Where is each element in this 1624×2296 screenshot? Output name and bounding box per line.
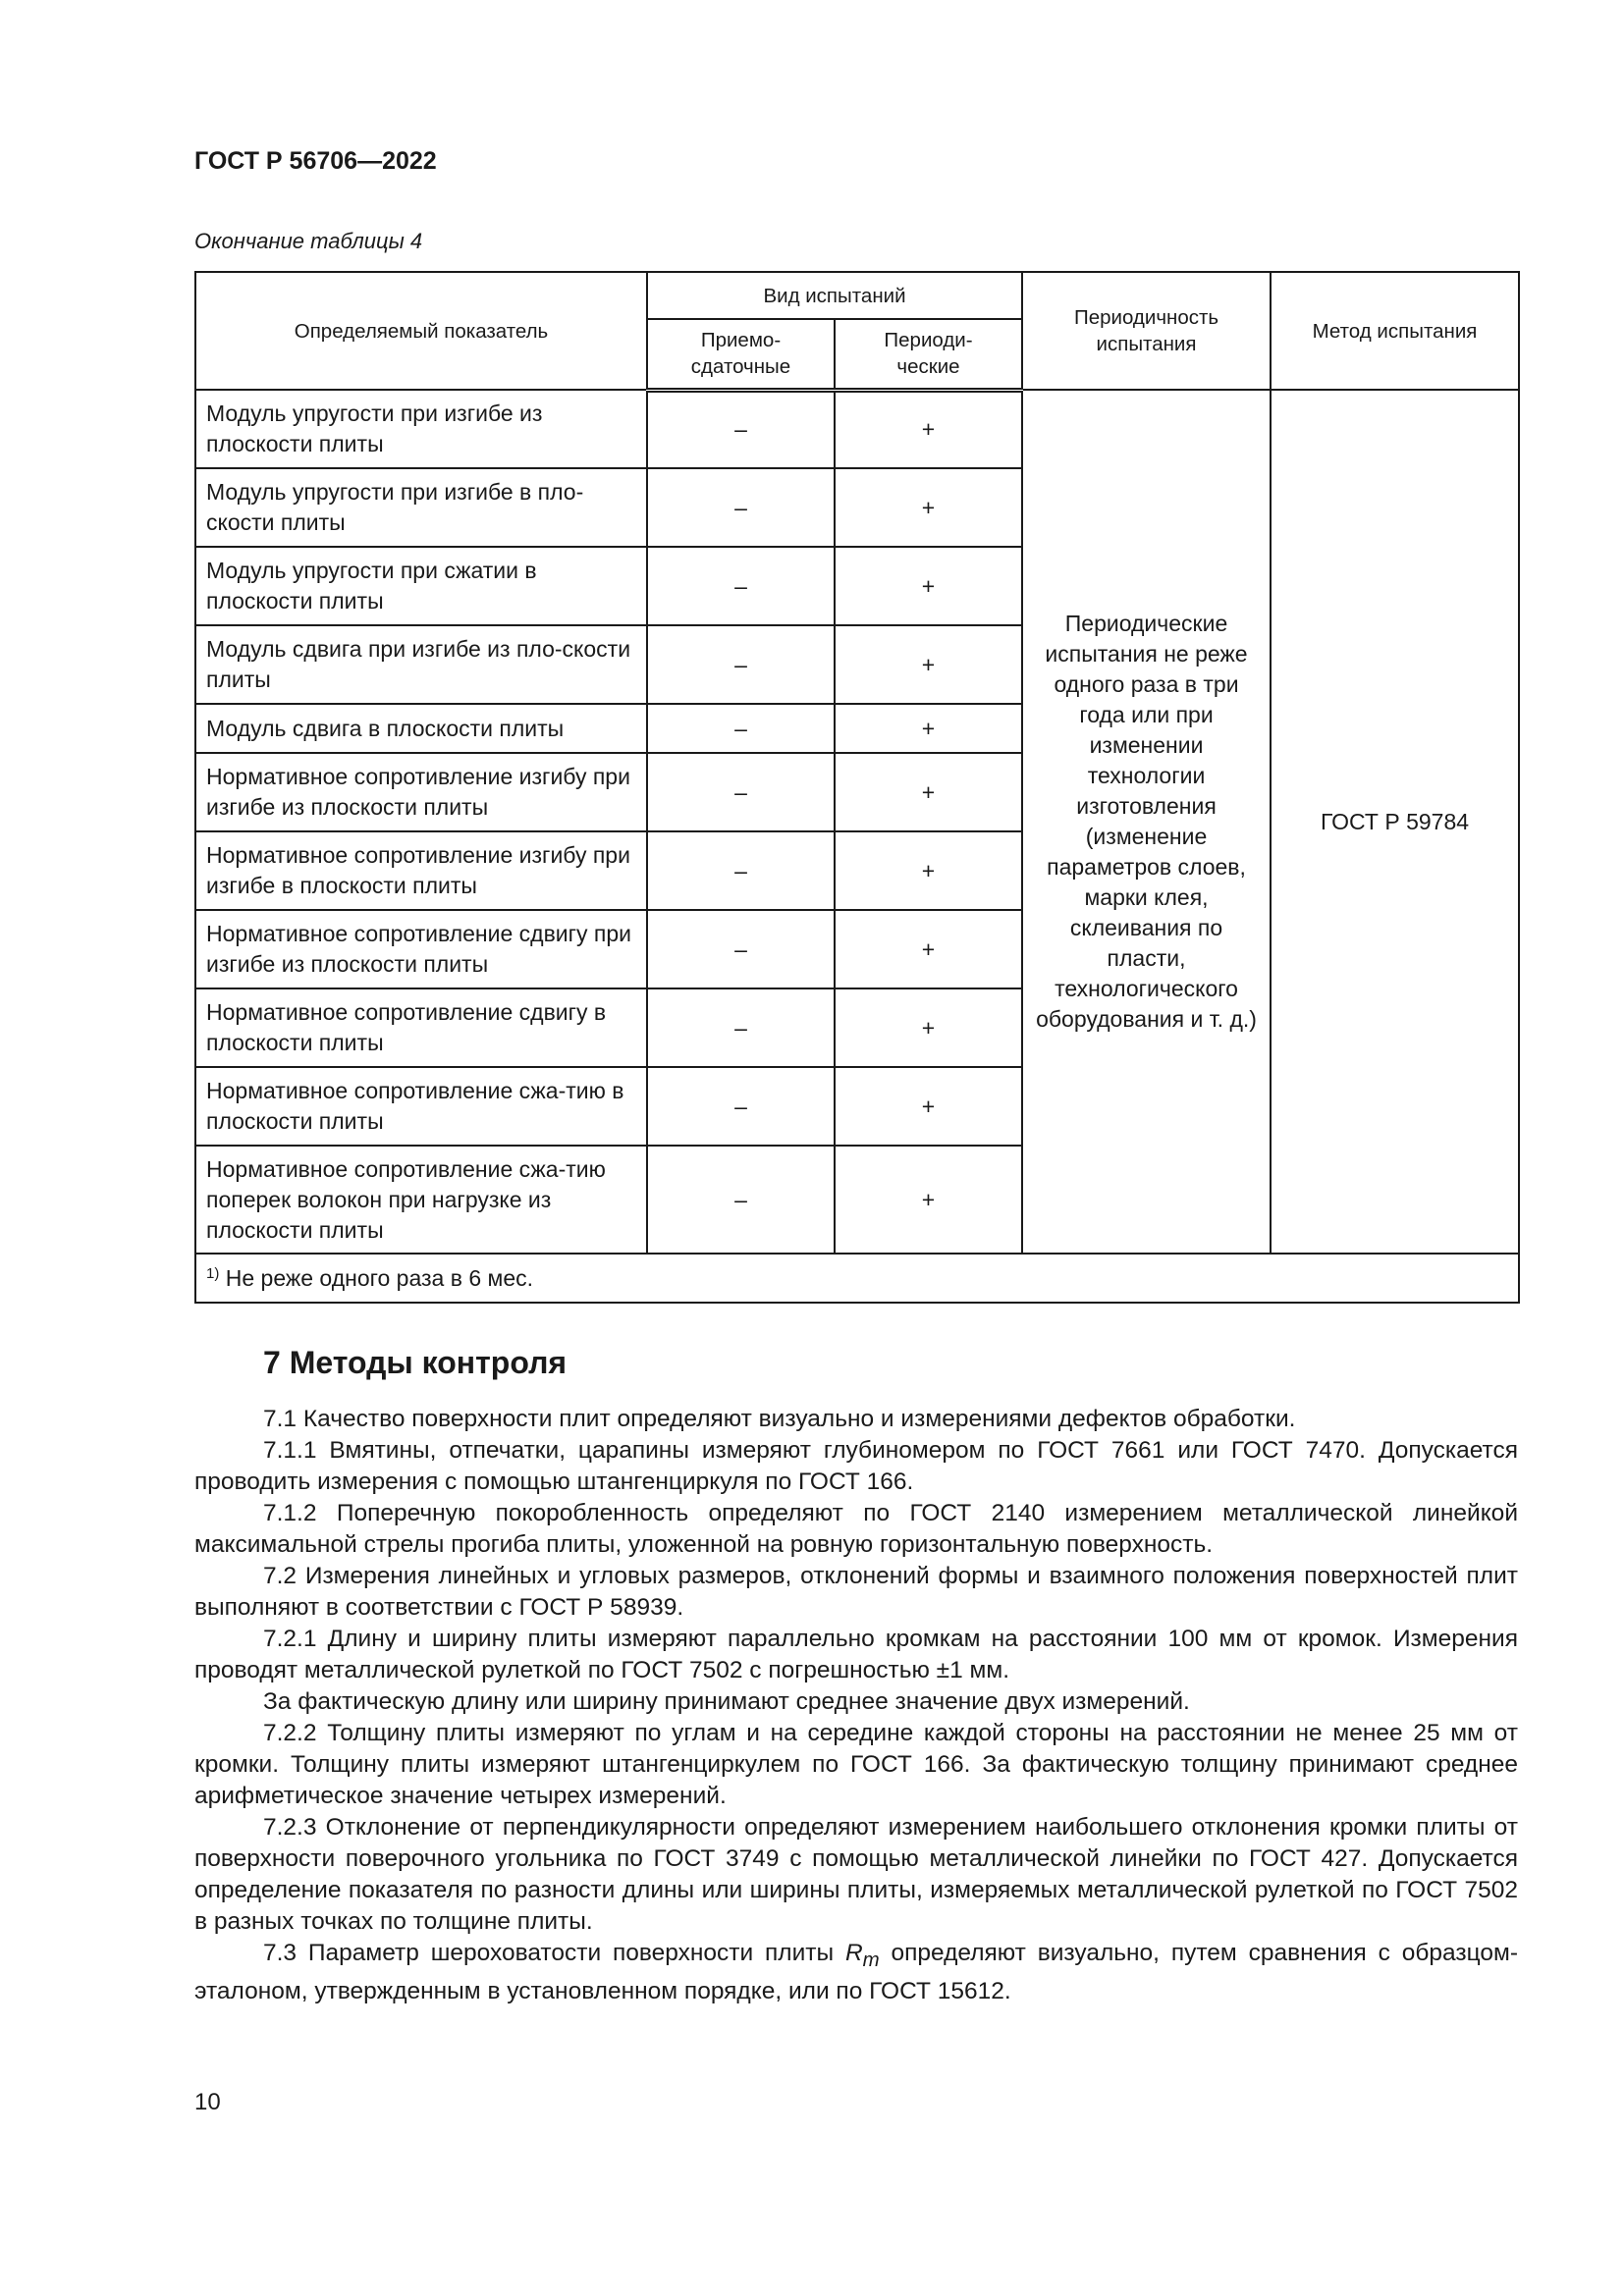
row-acceptance: –	[647, 831, 835, 910]
row-acceptance: –	[647, 547, 835, 625]
row-periodic: +	[835, 468, 1022, 547]
row-acceptance: –	[647, 468, 835, 547]
paragraph: 7.1.2 Поперечную покоробленность определяют по ГОСТ 2140 измерением металлической линейкой максимальной стрелы прогиба плиты, уложенной на ровную горизонтальную поверхность.	[194, 1500, 1518, 1558]
roughness-text-before: 7.3 Параметр шероховатости поверхности плиты	[263, 1940, 845, 1966]
row-periodic: +	[835, 625, 1022, 704]
col-header-method: Метод испытания	[1271, 272, 1519, 390]
paragraph: 7.1.1 Вмятины, отпечатки, царапины измеряют глубиномером по ГОСТ 7661 или ГОСТ 7470. Допускается проводить измерения с помощью штангенциркуля по ГОСТ 166.	[194, 1437, 1518, 1495]
paragraph-roughness	[194, 1938, 1518, 2007]
row-acceptance: –	[647, 1146, 835, 1254]
col-header-frequency: Периодичность испытания	[1022, 272, 1271, 390]
paragraph: 7.2.3 Отклонение от перпендикулярности определяют измерением наибольшего отклонения кромки плиты от поверхности поверочного угольника по ГОСТ 3749 с помощью металлической линейки по ГОСТ 427. Допускается определение показателя по разности длины или ширины плиты, измеряемых металлической рулеткой по ГОСТ 7502 в разных точках по толщине плиты.	[194, 1814, 1518, 1935]
row-periodic: +	[835, 1146, 1022, 1254]
paragraph: 7.2.2 Толщину плиты измеряют по углам и на середине каждой стороны на расстоянии не менее 25 мм от кромки. Толщину плиты измеряют штангенциркулем по ГОСТ 166. За фактическую толщину принимают среднее арифметическое значение четырех измерений.	[194, 1720, 1518, 1809]
row-name: Нормативное сопротивление изгибу при изгибе в плоскости плиты	[195, 831, 647, 910]
paragraph: 7.1 Качество поверхности плит определяют визуально и измерениями дефектов обработки.	[263, 1406, 1296, 1432]
row-periodic: +	[835, 831, 1022, 910]
row-periodic: +	[835, 547, 1022, 625]
row-name: Нормативное сопротивление сжа-тию в плоскости плиты	[195, 1067, 647, 1146]
roughness-symbol: R	[844, 1940, 863, 1966]
section-body	[194, 1404, 1518, 2007]
method-cell: ГОСТ Р 59784	[1271, 390, 1519, 1254]
row-acceptance: –	[647, 704, 835, 753]
row-name: Модуль упругости при сжатии в плоскости плиты	[195, 547, 647, 625]
row-acceptance: –	[647, 390, 835, 468]
footnote-text: Не реже одного раза в 6 мес.	[225, 1264, 534, 1291]
row-periodic: +	[835, 988, 1022, 1067]
row-periodic: +	[835, 910, 1022, 988]
roughness-subscript: m	[862, 1949, 880, 1971]
row-name: Модуль сдвига в плоскости плиты	[195, 704, 647, 753]
document-header: ГОСТ Р 56706—2022	[194, 147, 437, 175]
row-name: Нормативное сопротивление сжа-тию поперек волокон при нагрузке из плоскости плиты	[195, 1146, 647, 1254]
row-acceptance: –	[647, 753, 835, 831]
footnote-marker: 1)	[206, 1264, 220, 1282]
row-periodic: +	[835, 753, 1022, 831]
table-caption: Окончание таблицы 4	[194, 229, 423, 253]
col-header-periodic: Периоди- ческие	[835, 319, 1022, 390]
page-number: 10	[194, 2089, 221, 2115]
paragraph: За фактическую длину или ширину принимают среднее значение двух измерений.	[263, 1688, 1190, 1715]
section-title: 7 Методы контроля	[263, 1345, 568, 1380]
row-periodic: +	[835, 704, 1022, 753]
row-name: Модуль упругости при изгибе из плоскости плиты	[195, 390, 647, 468]
col-header-test-type: Вид испытаний	[647, 272, 1022, 319]
roughness-text-after: определяют визуально, путем сравнения с образцом-эталоном, утвержденным в установленном порядке, или по ГОСТ 15612.	[194, 1940, 1518, 2004]
frequency-cell: Периодические испытания не реже одного раза в три года или при изменении технологии изготовления (изменение параметров слоев, марки клея, склеивания по пласти, технологического оборудования и т. д.)	[1022, 390, 1271, 1254]
row-periodic: +	[835, 1067, 1022, 1146]
row-periodic: +	[835, 390, 1022, 468]
row-name: Нормативное сопротивление сдвигу в плоскости плиты	[195, 988, 647, 1067]
row-name: Нормативное сопротивление изгибу при изгибе из плоскости плиты	[195, 753, 647, 831]
table-footnote	[195, 1254, 1519, 1303]
paragraph: 7.2.1 Длину и ширину плиты измеряют параллельно кромкам на расстоянии 100 мм от кромок. Измерения проводят металлической рулеткой по ГОСТ 7502 с погрешностью ±1 мм.	[194, 1626, 1518, 1683]
row-acceptance: –	[647, 625, 835, 704]
col-header-indicator: Определяемый показатель	[195, 272, 647, 390]
row-name: Модуль упругости при изгибе в пло-скости плиты	[195, 468, 647, 547]
col-header-acceptance: Приемо- сдаточные	[647, 319, 835, 390]
row-acceptance: –	[647, 988, 835, 1067]
row-name: Нормативное сопротивление сдвигу при изгибе из плоскости плиты	[195, 910, 647, 988]
test-table	[194, 271, 1520, 1304]
paragraph: 7.2 Измерения линейных и угловых размеров, отклонений формы и взаимного положения поверхностей плит выполняют в соответствии с ГОСТ Р 58939.	[194, 1563, 1518, 1621]
row-acceptance: –	[647, 910, 835, 988]
row-acceptance: –	[647, 1067, 835, 1146]
row-name: Модуль сдвига при изгибе из пло-скости плиты	[195, 625, 647, 704]
